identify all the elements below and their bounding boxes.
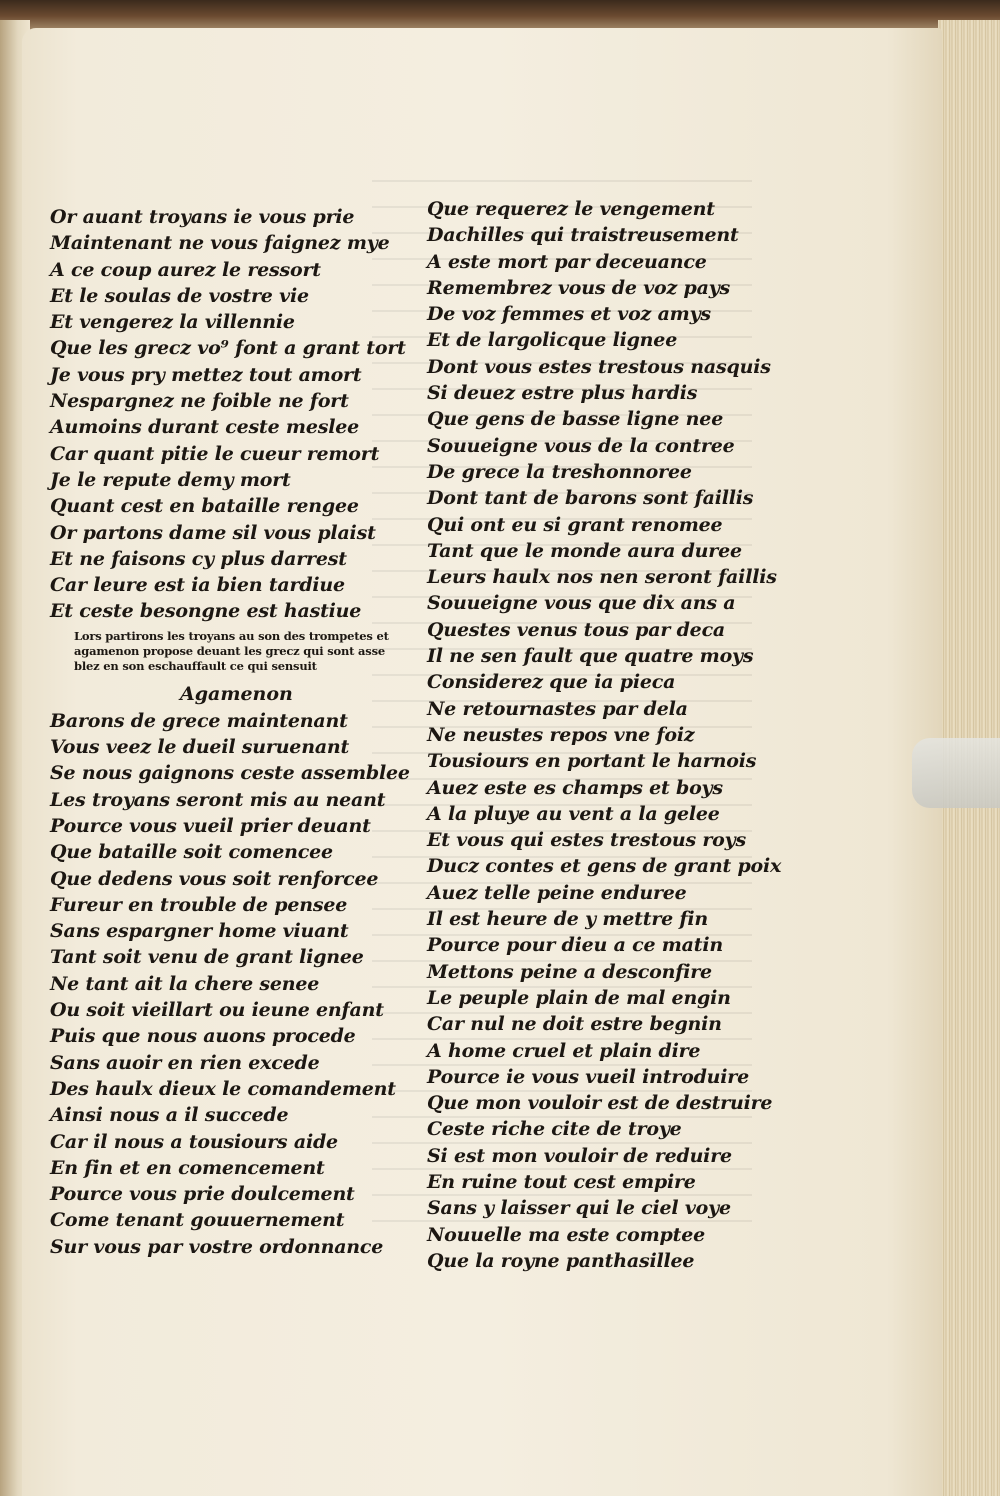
verse-line: Et vous qui estes trestous roys: [427, 829, 746, 852]
speaker-heading: Agamenon: [180, 682, 293, 705]
verse-line: Auez telle peine enduree: [427, 881, 687, 904]
verse-line: De grece la treshonnoree: [427, 460, 692, 483]
verse-line: A home cruel et plain dire: [427, 1039, 701, 1062]
page-clip: [912, 738, 1000, 808]
verse-line: Et vengerez la villennie: [50, 311, 295, 334]
verse-line: Que mon vouloir est de destruire: [427, 1092, 773, 1115]
verse-line: Et de largolicque lignee: [427, 329, 678, 352]
verse-line: Ne neustes repos vne foiz: [427, 723, 695, 746]
verse-line: Car nul ne doit estre begnin: [427, 1013, 722, 1036]
verse-line: En ruine tout cest empire: [427, 1170, 696, 1193]
verse-line: Puis que nous auons procede: [50, 1025, 356, 1048]
verse-line: Nouuelle ma este comptee: [427, 1223, 705, 1246]
verse-line: Vous veez le dueil suruenant: [50, 736, 350, 759]
verse-line: Barons de grece maintenant: [50, 709, 348, 732]
verse-line: Ne retournastes par dela: [427, 697, 688, 720]
verse-line: Dachilles qui traistreusement: [427, 224, 739, 247]
verse-line: Car quant pitie le cueur remort: [50, 442, 380, 465]
verse-block-1: [50, 204, 420, 625]
verse-line: Et le soulas de vostre vie: [50, 284, 309, 307]
verse-line: Ceste riche cite de troye: [427, 1118, 682, 1141]
verse-line: Tousiours en portant le harnois: [427, 750, 757, 773]
verse-line: Ainsi nous a il succede: [50, 1104, 289, 1127]
verse-line: Je le repute demy mort: [50, 468, 291, 491]
verse-line: Tant soit venu de grant lignee: [50, 946, 364, 969]
verse-line: A la pluye au vent a la gelee: [427, 802, 720, 825]
verse-line: Sans espargner home viuant: [50, 920, 349, 943]
verse-line: Qui ont eu si grant renomee: [427, 513, 723, 536]
verse-line: Pource vous prie doulcement: [50, 1183, 355, 1206]
verse-line: De voz femmes et voz amys: [427, 303, 711, 326]
verse-line: Ducz contes et gens de grant poix: [427, 855, 782, 878]
rubric: Lors partirons les troyans au son des trompetes et agamenon propose deuant les grecz qui sont asse blez en son eschauffault ce qui sensuit: [74, 628, 389, 673]
verse-line: Que dedens vous soit renforcee: [50, 867, 379, 890]
verse-line: En fin et en comencement: [50, 1156, 325, 1179]
verse-line: Ou soit vieillart ou ieune enfant: [50, 999, 384, 1022]
verse-line: Nespargnez ne foible ne fort: [50, 390, 349, 413]
verse-line: Si deuez estre plus hardis: [427, 382, 698, 405]
verse-line: Pource ie vous vueil introduire: [427, 1065, 750, 1088]
verse-line: A este mort par deceuance: [427, 250, 707, 273]
verse-line: Que requerez le vengement: [427, 198, 715, 220]
verse-line: Remembrez vous de voz pays: [427, 276, 731, 299]
verse-line: Que bataille soit comencee: [50, 841, 333, 864]
verse-line: Si est mon vouloir de reduire: [427, 1144, 732, 1167]
verse-line: Maintenant ne vous faignez mye: [50, 232, 390, 255]
verse-line: Je vous pry mettez tout amort: [50, 363, 362, 386]
verse-line: Que la royne panthasillee: [427, 1249, 695, 1272]
verse-line: Dont vous estes trestous nasquis: [427, 355, 771, 378]
verse-line: Leurs haulx nos nen seront faillis: [427, 566, 777, 589]
verse-line: Or partons dame sil vous plaist: [50, 521, 376, 544]
verse-line: Mettons peine a desconfire: [427, 960, 712, 983]
verse-line: Pource vous vueil prier deuant: [50, 814, 371, 837]
verse-line: Considerez que ia pieca: [427, 671, 676, 694]
verse-line: Sans y laisser qui le ciel voye: [427, 1197, 731, 1220]
verse-line: Et ceste besongne est hastiue: [50, 600, 362, 623]
verse-line: Come tenant gouuernement: [50, 1209, 345, 1232]
verse-line: Souueigne vous de la contree: [427, 434, 735, 457]
verse-line: Car il nous a tousiours aide: [50, 1130, 338, 1153]
verse-block-3: [427, 196, 787, 1274]
verse-line: Questes venus tous par deca: [427, 618, 726, 641]
verse-line: Tant que le monde aura duree: [427, 539, 742, 562]
right-column: [427, 196, 787, 1274]
verse-line: Car leure est ia bien tardiue: [50, 574, 345, 597]
left-column: [50, 204, 420, 1260]
verse-line: Il ne sen fault que quatre moys: [427, 645, 754, 668]
verse-line: Les troyans seront mis au neant: [50, 788, 386, 811]
verse-line: Que gens de basse ligne nee: [427, 408, 724, 431]
verse-line: Quant cest en bataille rengee: [50, 495, 359, 518]
verse-line: Sans auoir en rien excede: [50, 1051, 320, 1074]
verse-line: Pource pour dieu a ce matin: [427, 934, 723, 957]
verse-line: Souueigne vous que dix ans a: [427, 592, 736, 615]
verse-line: Des haulx dieux le comandement: [50, 1077, 396, 1100]
verse-line: Il est heure de y mettre fin: [427, 908, 709, 931]
verse-line: Auez este es champs et boys: [427, 776, 723, 799]
verse-line: Aumoins durant ceste meslee: [50, 416, 360, 439]
verse-line: A ce coup aurez le ressort: [50, 258, 321, 281]
verse-line: Ne tant ait la chere senee: [50, 972, 320, 995]
verse-line: Se nous gaignons ceste assemblee: [50, 762, 410, 785]
verse-line: Dont tant de barons sont faillis: [427, 487, 754, 510]
verse-line: Or auant troyans ie vous prie: [50, 206, 355, 228]
verse-line: Fureur en trouble de pensee: [50, 893, 348, 916]
verse-line: Que les grecz vo⁹ font a grant tort: [50, 337, 406, 360]
verse-line: Et ne faisons cy plus darrest: [50, 547, 347, 570]
verse-line: Sur vous par vostre ordonnance: [50, 1235, 384, 1258]
verse-block-2: [50, 708, 420, 1260]
verse-line: Le peuple plain de mal engin: [427, 986, 731, 1009]
